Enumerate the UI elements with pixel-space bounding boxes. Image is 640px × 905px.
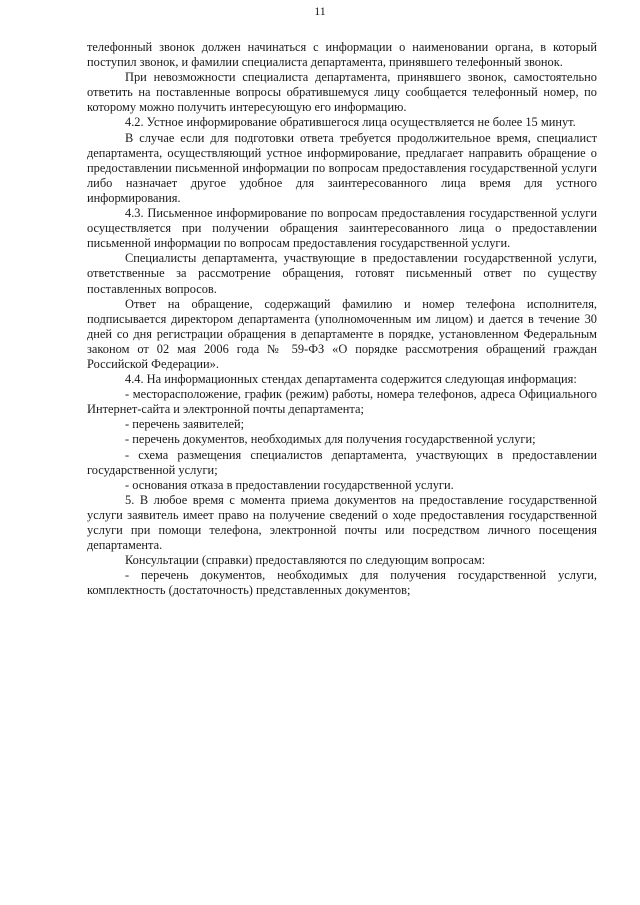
list-item-location: - месторасположение, график (режим) работы, номера телефонов, адреса Официального Интернет-сайта и электронной почты департамента; [87,387,597,417]
page-number: 11 [314,4,326,18]
list-item-documents: - перечень документов, необходимых для получения государственной услуги; [125,432,536,447]
paragraph-5: 5. В любое время с момента приема документов на предоставление государственной услуги заявитель имеет право на получение сведений о ходе предоставления государственной услуги при помощи телефона, электронной почты или посредством личного посещения департамента. [87,492,597,553]
paragraph-unable-to-answer: При невозможности специалиста департамента, принявшего звонок, самостоятельно ответить на поставленные вопросы обратившемуся лицу сообщается телефонный номер, по которому можно получить интересующую его информацию. [87,70,597,115]
list-item-applicants: - перечень заявителей; [125,417,245,432]
paragraph-4-4: 4.4. На информационных стендах департамента содержится следующая информация: [125,372,577,387]
paragraph-answer: Ответ на обращение, содержащий фамилию и номер телефона исполнителя, подписывается директором департамента (уполномоченным им лицом) и дается в течение 30 дней со дня регистрации обращения в департаменте в порядке, установленном Федеральным законом от 02 мая 2006 года № 59-ФЗ «О порядке рассмотрения обращений граждан Российской Федерации». [87,296,597,371]
paragraph-4-2: 4.2. Устное информирование обратившегося лица осуществляется не более 15 минут. [125,115,576,130]
paragraph-continuation: телефонный звонок должен начинаться с информации о наименовании органа, в который поступил звонок, и фамилии специалиста департамента, принявшего телефонный звонок. [87,40,597,70]
document-body [87,40,597,598]
paragraph-long-preparation: В случае если для подготовки ответа требуется продолжительное время, специалист департамента, осуществляющий устное информирование, предлагает направить обращение о предоставлении письменной информации по вопросам предоставления государственной услуги либо назначает другое удобное для заинтересованного лица время для устного информирования. [87,130,597,205]
list-item-placement: - схема размещения специалистов департамента, участвующих в предоставлении государственной услуги; [87,447,597,477]
paragraph-4-3: 4.3. Письменное информирование по вопросам предоставления государственной услуги осуществляется при получении обращения заинтересованного лица о предоставлении письменной информации по вопросам предоставления государственной услуги. [87,206,597,251]
paragraph-consultations: Консультации (справки) предоставляются по следующим вопросам: [125,553,486,568]
paragraph-specialists: Специалисты департамента, участвующие в предоставлении государственной услуги, ответственные за рассмотрение обращения, готовят письменный ответ по существу поставленных вопросов. [87,251,597,296]
list-item-refusal: - основания отказа в предоставлении государственной услуги. [125,477,454,492]
list-item-document-list: - перечень документов, необходимых для получения государственной услуги, комплектность (достаточность) представленных документов; [87,568,597,598]
